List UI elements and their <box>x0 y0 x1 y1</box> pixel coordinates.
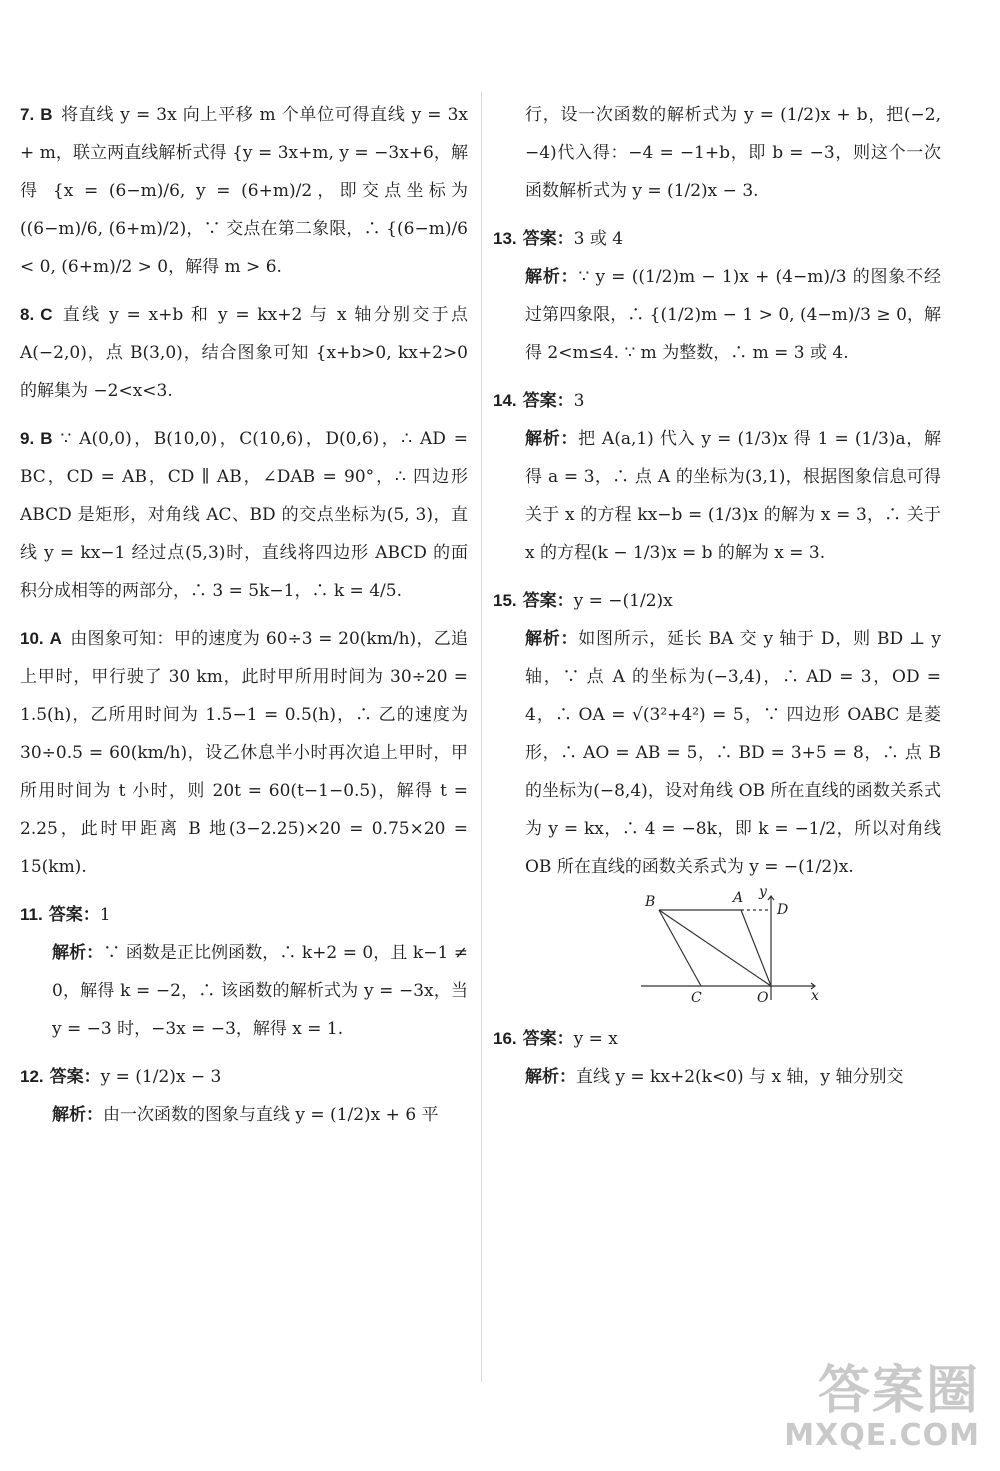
left-column <box>20 96 468 1144</box>
watermark <box>784 1363 980 1453</box>
label-B: B <box>645 894 656 910</box>
solution-9 <box>20 420 468 610</box>
column-divider <box>481 92 482 1382</box>
rhombus-diagram <box>633 890 823 1010</box>
analysis-text: 如图所示，延长 BA 交 y 轴于 D，则 BD ⊥ y 轴，∵ 点 A 的坐标为(−3,4)，∴ AD = 3，OD = 4，∴ OA = √(3²+4²) = 5，∵ 四边形 OABC 是菱形，∴ AO = AB = 5，∴ BD = 3+5 = 8，∴ 点 B 的坐标为(−8,4)，设对角线 OB 所在直线的函数关系式为 y = kx，∴ 4 = −8k，即 k = −1/2，所以对角线 OB 所在直线的函数关系式为 y = −(1/2)x. <box>525 629 942 877</box>
question-number: 11. <box>20 905 43 924</box>
answer-value: 3 或 4 <box>573 229 624 249</box>
solution-16 <box>493 1020 941 1096</box>
solution-8 <box>20 296 468 410</box>
analysis-text: 把 A(a,1) 代入 y = (1/3)x 得 1 = (1/3)a，解得 a = 3，∴ 点 A 的坐标为(3,1)，根据图象信息可得关于 x 的方程 kx−b = (1/3)x 的解为 x = 3，∴ 关于 x 的方程(k − 1/3)x = b 的解为 x = 3. <box>525 429 942 563</box>
analysis-text: 由一次函数的图象与直线 y = (1/2)x + 6 平 <box>103 1105 439 1125</box>
label-x: x <box>811 988 819 1004</box>
question-number: 12. <box>20 1067 44 1086</box>
question-number: 10. <box>20 629 44 648</box>
label-C: C <box>691 990 702 1006</box>
side-AO <box>741 910 771 986</box>
choice-answer: A <box>49 629 62 648</box>
question-number: 7. <box>20 105 35 124</box>
analysis-text: ∵ 函数是正比例函数，∴ k+2 = 0，且 k−1 ≠ 0，解得 k = −2，∴ 该函数的解析式为 y = −3x，当 y = −3 时，−3x = −3，解得 x = 1. <box>52 943 469 1039</box>
analysis-label: 解析： <box>525 267 579 287</box>
solution-10 <box>20 620 468 886</box>
solution-text: 将直线 y = 3x 向上平移 m 个单位可得直线 y = 3x + m，联立两直线解析式得 {y = 3x+m, y = −3x+6，解得 {x = (6−m)/6, y = (6+m)/2，即交点坐标为((6−m)/6, (6+m)/2)，∵ 交点在第二象限，∴ {(6−m)/6 < 0, (6+m)/2 > 0，解得 m > 6. <box>20 105 468 277</box>
solution-7 <box>20 96 468 286</box>
diagonal-BO <box>659 910 771 986</box>
answer-label: 答案： <box>522 391 574 411</box>
side-BC <box>659 910 701 986</box>
analysis-label: 解析： <box>525 629 579 649</box>
answer-value: y = x <box>573 1029 618 1049</box>
choice-answer: B <box>40 429 53 448</box>
answer-label: 答案： <box>522 229 574 249</box>
answer-label: 答案： <box>49 1067 101 1087</box>
question-number: 9. <box>20 429 35 448</box>
solution-12 <box>20 1058 468 1134</box>
solution-text: 由图象可知：甲的速度为 60÷3 = 20(km/h)，乙追上甲时，甲行驶了 30 km，此时甲所用时间为 30÷20 = 1.5(h)，乙所用时间为 1.5−1 = 0.5(h)，∴ 乙的速度为 30÷0.5 = 60(km/h)，设乙休息半小时再次追上甲时，甲所用时间为 t 小时，则 20t = 60(t−1−0.5)，解得 t = 2.25，此时甲距离 B 地(3−2.25)×20 = 0.75×20 = 15(km). <box>20 629 468 877</box>
solution-14 <box>493 382 941 572</box>
answer-value: 3 <box>573 391 585 411</box>
answer-label: 答案： <box>522 591 574 611</box>
analysis-text: ∵ y = ((1/2)m − 1)x + (4−m)/3 的图象不经过第四象限，∴ {(1/2)m − 1 > 0, (4−m)/3 ≥ 0，解得 2<m≤4. ∵ m 为整数，∴ m = 3 或 4. <box>525 267 941 363</box>
answer-value: y = −(1/2)x <box>573 591 673 611</box>
analysis-text: 行，设一次函数的解析式为 y = (1/2)x + b，把(−2, −4)代入得：−4 = −1+b，即 b = −3，则这个一次函数解析式为 y = (1/2)x − 3. <box>525 105 941 201</box>
analysis-label: 解析： <box>52 943 104 963</box>
question-number: 14. <box>493 391 517 410</box>
watermark-logo-text: 答案圈 <box>817 1361 980 1421</box>
choice-answer: B <box>40 105 53 124</box>
analysis-text: 直线 y = kx+2(k<0) 与 x 轴，y 轴分别交 <box>576 1067 904 1087</box>
solution-15 <box>493 582 941 1010</box>
solution-13 <box>493 220 941 372</box>
analysis-label: 解析： <box>52 1105 103 1125</box>
question-number: 8. <box>20 305 35 324</box>
question-number: 15. <box>493 591 517 610</box>
answer-label: 答案： <box>48 905 100 925</box>
analysis-label: 解析： <box>525 1067 576 1087</box>
solution-text: 直线 y = x+b 和 y = kx+2 与 x 轴分别交于点 A(−2,0)，点 B(3,0)，结合图象可知 {x+b>0, kx+2>0 的解集为 −2<x<3. <box>20 305 468 401</box>
right-column <box>493 96 941 1106</box>
analysis-label: 解析： <box>525 429 579 449</box>
answer-value: 1 <box>99 905 111 925</box>
question-number: 13. <box>493 229 517 248</box>
question-number: 16. <box>493 1029 517 1048</box>
watermark-url: MXQE.COM <box>784 1418 980 1453</box>
solution-text: ∵ A(0,0)，B(10,0)，C(10,6)，D(0,6)，∴ AD = BC，CD = AB，CD ∥ AB，∠DAB = 90°，∴ 四边形 ABCD 是矩形，对角线 AC、BD 的交点坐标为(5, 3)，直线 y = kx−1 经过点(5,3)时，直线将四边形 ABCD 的面积分成相等的两部分，∴ 3 = 5k−1，∴ k = 4/5. <box>20 429 468 601</box>
answer-label: 答案： <box>522 1029 574 1049</box>
label-A: A <box>733 890 744 906</box>
label-O: O <box>757 990 769 1006</box>
solution-11 <box>20 896 468 1048</box>
label-y: y <box>759 884 767 900</box>
solution-12-continued <box>493 96 941 210</box>
choice-answer: C <box>40 305 53 324</box>
rhombus-figure <box>633 884 823 1010</box>
answer-value: y = (1/2)x − 3 <box>100 1067 222 1087</box>
label-D: D <box>777 902 789 918</box>
